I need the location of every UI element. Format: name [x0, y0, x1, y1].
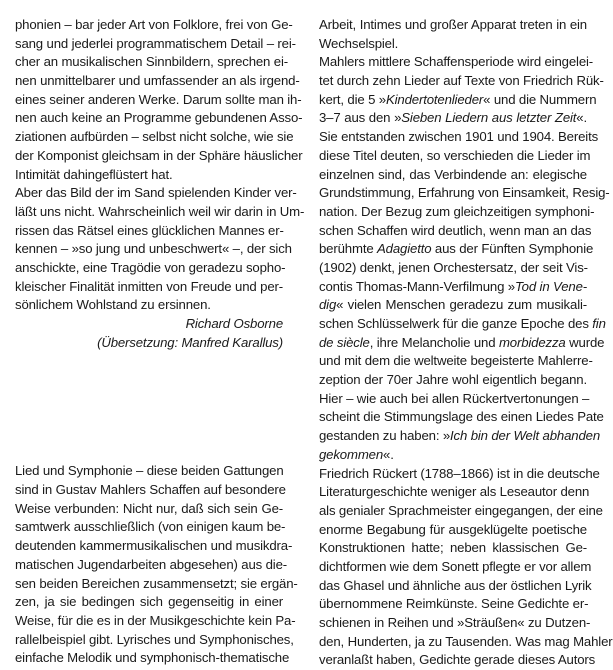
text-line: ziationen aufbürden – selbst nicht solche, wie sie	[15, 128, 283, 147]
text-line: berühmte Adagietto aus der Fünften Symphonie	[319, 240, 587, 259]
text-line: de siècle, ihre Melancholie und morbidezza wurde	[319, 334, 587, 353]
text-line: enorme Begabung für ausgeklügelte poetische	[319, 521, 587, 540]
text-line: das Ghasel und ähnliche aus der östlichen Lyrik	[319, 577, 587, 596]
text-line: und mit dem die weltweite begeisterte Mahlerre-	[319, 352, 587, 371]
text-line: Sie entstanden zwischen 1901 und 1904. Bereits	[319, 128, 587, 147]
text-line: Grundstimmung, Erfahrung von Einsamkeit, Resig-	[319, 184, 587, 203]
column-gap	[15, 352, 283, 462]
text-line: Lied und Symphonie – diese beiden Gattungen	[15, 462, 283, 481]
text-line: tet durch zehn Lieder auf Texte von Friedrich Rük-	[319, 72, 587, 91]
text-line: Intimität dahingeflüstert hat.	[15, 166, 283, 185]
text-line: contis Thomas-Mann-Verfilmung »Tod in Vene-	[319, 278, 587, 297]
text-line: zeption der 70er Jahre wohl eigentlich begann.	[319, 371, 587, 390]
text-line: übernommene Reimkünste. Seine Gedichte er-	[319, 595, 587, 614]
text-line: Wechselspiel.	[319, 35, 587, 54]
text-line: als genialer Sprachmeister eingegangen, der eine	[319, 502, 587, 521]
text-line: dichtformen wie dem Sonett pflegte er vor allem	[319, 558, 587, 577]
paragraph	[319, 16, 587, 53]
paragraph	[15, 16, 283, 184]
paragraph	[15, 184, 283, 315]
text-line: samtwerk ausschließlich (von einigen kaum be-	[15, 518, 283, 537]
text-line: Aber das Bild der im Sand spielenden Kinder ver-	[15, 184, 283, 203]
text-line: läßt uns nicht. Wahrscheinlich weil wir darin in Um-	[15, 203, 283, 222]
text-line: dig« vielen Menschen geradezu zum musikali-	[319, 296, 587, 315]
text-line: phonien – bar jeder Art von Folklore, frei von Ge-	[15, 16, 283, 35]
right-column	[319, 16, 587, 670]
text-line: Mahlers mittlere Schaffensperiode wird eingelei-	[319, 53, 587, 72]
text-line: gestanden zu haben: »Ich bin der Welt abhanden	[319, 427, 587, 446]
text-line: nen auch keine an Programme gebundenen Asso-	[15, 109, 283, 128]
text-line: Konstruktionen hatte; neben klassischen Ge-	[319, 539, 587, 558]
text-line: sang und jederlei programmatischem Detail – rei-	[15, 35, 283, 54]
text-line: sönlichem Wohlstand zu ersinnen.	[15, 296, 283, 315]
text-line: einzelnen sind, das Verbindende an: elegische	[319, 166, 587, 185]
text-line: schienen in Reihen und »Sträußen« zu Dutzen-	[319, 614, 587, 633]
text-line: 3–7 aus den »Sieben Liedern aus letzter Zeit«.	[319, 109, 587, 128]
paragraph	[319, 53, 587, 464]
text-line: nation. Der Bezug zum gleichzeitigen symphoni-	[319, 203, 587, 222]
text-line: matischen Jugendarbeiten abgesehen) aus die-	[15, 556, 283, 575]
text-line: (1902) denkt, jenen Orchestersatz, der seit Vis-	[319, 259, 587, 278]
text-line: eines seiner anderen Werke. Darum sollte man ih-	[15, 91, 283, 110]
text-line: sen beiden Bereichen zusammensetzt; sie ergän-	[15, 575, 283, 594]
text-line: cher an musikalischen Sinnbildern, sprechen ei-	[15, 53, 283, 72]
text-line: einfache Melodik und symphonisch-thematische	[15, 649, 283, 668]
text-line: veranlaßt haben, Gedichte gerade dieses Autors	[319, 651, 587, 670]
text-line: kleischer Finalität inmitten von Freude und per-	[15, 278, 283, 297]
text-line: rissen das Rätsel eines glücklichen Mannes er-	[15, 222, 283, 241]
text-line: Friedrich Rückert (1788–1866) ist in die deutsche	[319, 465, 587, 484]
text-line: Weise verbunden: Nicht nur, daß sich sein Ge-	[15, 500, 283, 519]
text-line: nen unmittelbarer und umfassender an als irgend-	[15, 72, 283, 91]
text-line: sind in Gustav Mahlers Schaffen auf besondere	[15, 481, 283, 500]
text-line: deutenden kammermusikalischen und musikdra-	[15, 537, 283, 556]
text-line: anschickte, eine Tragödie von geradezu sopho-	[15, 259, 283, 278]
text-line: Hier – wie auch bei allen Rückertvertonungen –	[319, 390, 587, 409]
translator-credit: (Übersetzung: Manfred Karallus)	[15, 334, 283, 353]
text-line: schen Schlüsselwerk für die ganze Epoche des fin	[319, 315, 587, 334]
text-line: Weise, für die es in der Musikgeschichte kein Pa-	[15, 612, 283, 631]
left-column	[15, 16, 283, 668]
text-line: zen, ja sie bedingen sich gegenseitig in einer	[15, 593, 283, 612]
text-line: rallelbeispiel gibt. Lyrisches und Symphonisches,	[15, 631, 283, 650]
text-line: scheint die Stimmungslage des einen Liedes Pate	[319, 408, 587, 427]
text-line: schen Schaffen wird deutlich, wenn man an das	[319, 222, 587, 241]
text-line: kennen – »so jung und unbeschwert« –, der sich	[15, 240, 283, 259]
text-line: der Komponist gleichsam in der Sphäre häuslicher	[15, 147, 283, 166]
text-line: Literaturgeschichte weniger als Leseautor denn	[319, 483, 587, 502]
text-line: gekommen«.	[319, 446, 587, 465]
text-line: diese Titel deuten, so verschieden die Lieder im	[319, 147, 587, 166]
author-signature: Richard Osborne	[15, 315, 283, 334]
paragraph	[319, 465, 587, 670]
paragraph	[15, 462, 283, 668]
text-line: Arbeit, Intimes und großer Apparat treten in ein	[319, 16, 587, 35]
text-line: den, Hunderten, ja zu Tausenden. Was mag Mahler	[319, 633, 587, 652]
text-line: kert, die 5 »Kindertotenlieder« und die Nummern	[319, 91, 587, 110]
